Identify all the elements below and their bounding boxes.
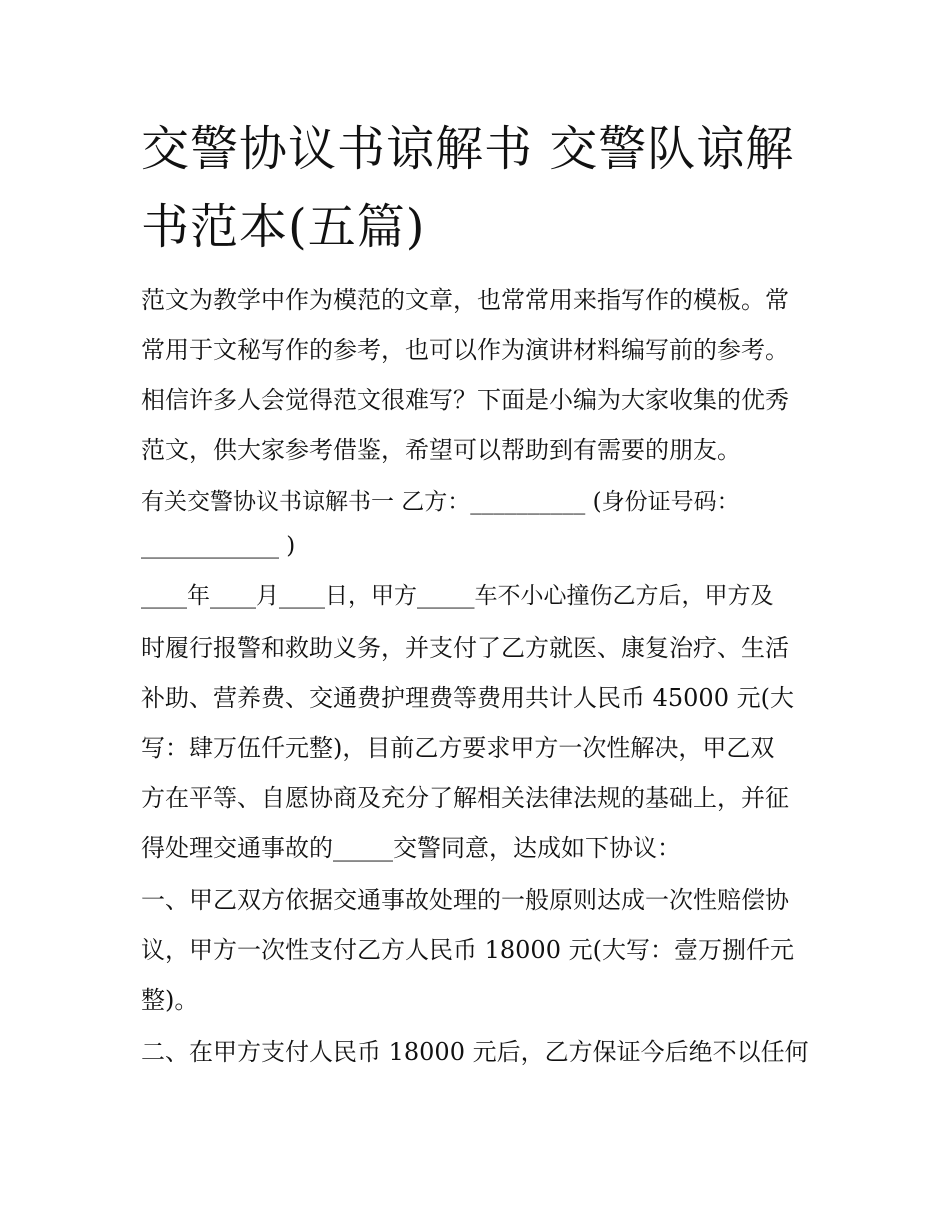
body-line-4: 范文，供大家参考借鉴，希望可以帮助到有需要的朋友。 [141, 436, 741, 464]
body-line-7: ____年____月____日，甲方_____车不小心撞伤乙方后，甲方及 [141, 583, 774, 609]
body-line-16: 二、在甲方支付人民币 18000 元后，乙方保证今后绝不以任何 [141, 1038, 809, 1066]
body-line-6: ____________ ) [141, 533, 296, 559]
body-line-3: 相信许多人会觉得范文很难写？下面是小编为大家收集的优秀 [141, 386, 789, 414]
body-line-8: 时履行报警和救助义务，并支付了乙方就医、康复治疗、生活 [141, 634, 789, 662]
body-line-1: 范文为教学中作为模范的文章，也常常用来指写作的模板。常 [141, 286, 789, 314]
body-line-13: 一、甲乙双方依据交通事故处理的一般原则达成一次性赔偿协 [141, 886, 789, 914]
body-line-9: 补助、营养费、交通费护理费等费用共计人民币 45000 元(大 [141, 684, 794, 712]
title-line-2: 书范本(五篇) [141, 199, 426, 255]
title-line-1: 交警协议书谅解书 交警队谅解 [141, 121, 795, 177]
body-line-11: 方在平等、自愿协商及充分了解相关法律法规的基础上，并征 [141, 784, 789, 812]
body-line-15: 整)。 [141, 986, 199, 1014]
body-line-2: 常用于文秘写作的参考，也可以作为演讲材料编写前的参考。 [141, 336, 789, 364]
body-line-5: 有关交警协议书谅解书一 乙方：__________ (身份证号码： [141, 489, 740, 515]
body-line-12: 得处理交通事故的_____交警同意，达成如下协议： [141, 834, 681, 862]
body-line-14: 议，甲方一次性支付乙方人民币 18000 元(大写：壹万捌仟元 [141, 936, 794, 964]
document-title [141, 110, 821, 266]
body-line-10: 写：肆万伍仟元整)，目前乙方要求甲方一次性解决，甲乙双 [141, 734, 775, 762]
